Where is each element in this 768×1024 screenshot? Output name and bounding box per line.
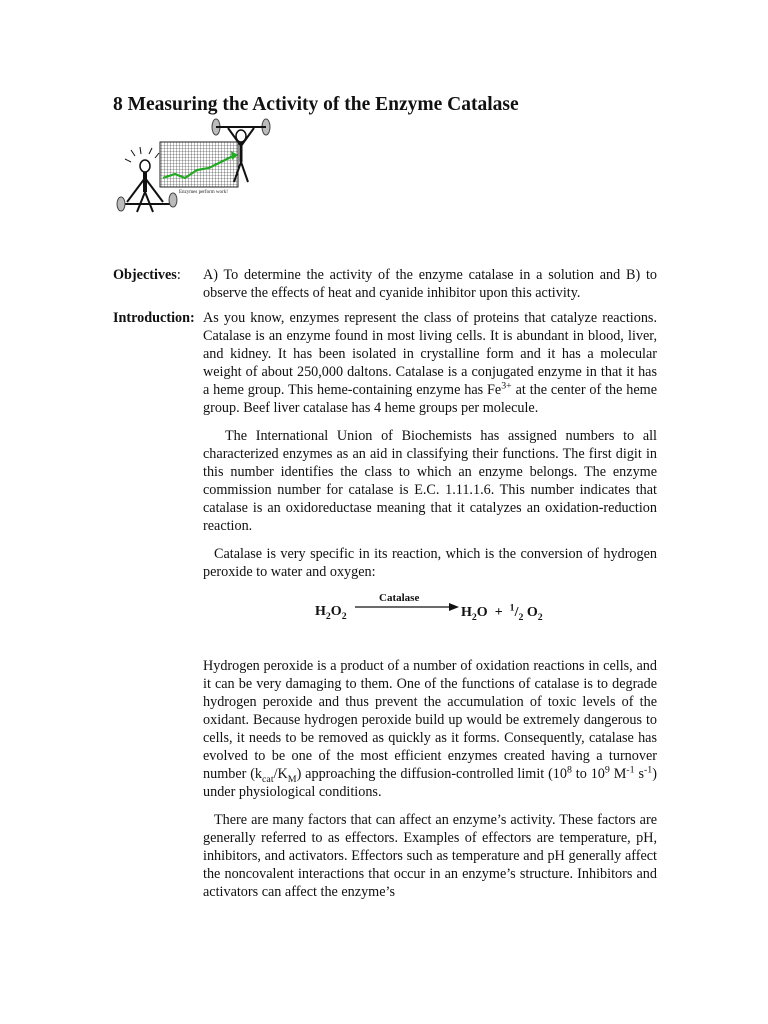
introduction-body [203,309,657,911]
clipart-caption: Enzymes perform work! [179,190,228,195]
products: $H_2O + ^1/_2$ $O_2$ [461,602,543,623]
intro-paragraph-5: There are many factors that can affect an enzyme’s activity. These factors are generally referred to as effectors. Examples of effectors are temperature, pH, inhibitors, and activators. Effectors such as temperature and pH generally affect the noncovalent interactions that occur in an enzyme’s structure. Inhibitors and activators can affect the enzyme’s [203,812,657,900]
enzymes-perform-work-clipart [113,118,273,218]
reactant-h2o2: $H_2O_2$ [315,604,347,622]
objectives-text [203,266,657,312]
intro-paragraph-1: As you know, enzymes represent the class of proteins that catalyze reactions. Catalase is an enzyme found in most living cells. It is abundant in blood, liver, and kidney. It has been isolated in crystalline form and it has a molecular weight of about 250,000 daltons. Catalase is a conjugated enzyme in that it has a heme group. This heme-containing enzyme has $Fe^{3+}$ at the center of the heme group. Beef liver catalase has 4 heme groups per molecule. [203,310,657,416]
objectives-paragraph: A) To determine the activity of the enzyme catalase in a solution and B) to observe the effects of heat and cyanide inhibitor upon this activity. [203,267,657,301]
reaction-arrow [355,592,459,625]
introduction-label: Introduction: [113,310,195,326]
intro-paragraph-3: Catalase is very specific in its reaction, which is the conversion of hydrogen peroxide to water and oxygen: [203,546,657,580]
catalyst-label: Catalase [379,592,420,604]
intro-paragraph-4: Hydrogen peroxide is a product of a number of oxidation reactions in cells, and it can be very damaging to them. One of the functions of catalase is to degrade hydrogen peroxide and thus prevent the accumulation of toxic levels of the oxidant. Because hydrogen peroxide build up would be extremely dangerous to cells, it needs to be removed as quickly as it forms. Consequently, catalase has evolved to be one of the most efficient enzymes created having a turnover number $(k_{cat}/K_M)$ approaching the diffusion-controlled limit ($10^8$ to $10^9$ $M^{-1}$ $s^{-1}$) under physiological conditions. [203,658,657,800]
intro-paragraph-2: The International Union of Biochemists has assigned numbers to all characterized enzymes as an aid in classifying their functions. The first digit in this number identifies the class to which an enzyme belongs. The enzyme commission number for catalase is E.C. 1.11.1.6. This number indicates that catalase is an oxidoreductase meaning that it catalyzes an oxidation-reduction reaction. [203,428,657,534]
objectives-label: Objectives: [113,267,181,283]
page-title: 8 Measuring the Activity of the Enzyme Catalase [113,94,519,115]
catalase-reaction-equation [203,592,657,635]
